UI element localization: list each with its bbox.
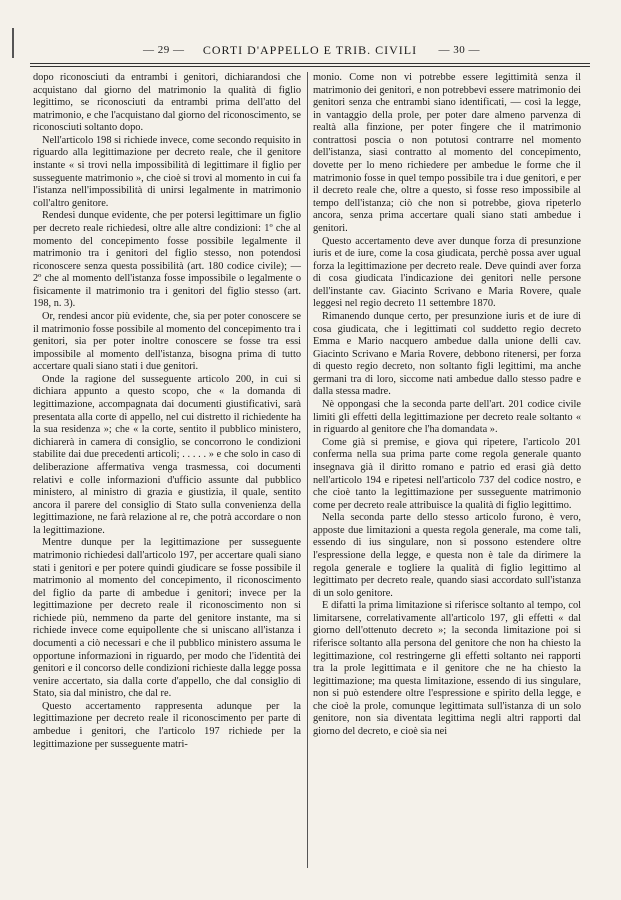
paragraph: Questo accertamento rappresenta adunque per la legittimazione per decreto reale il riconoscimento per parte di ambedue i genitori, che l'articolo 197 richiede per la legittimazione per susseguente matri- <box>33 700 301 750</box>
paragraph: Nè oppongasi che la seconda parte dell'art. 201 codice civile limiti gli effetti della legittimazione per decreto reale soltanto « in riguardo al genitore che l'ha domandata ». <box>313 399 581 436</box>
paragraph: Nella seconda parte dello stesso articolo furono, è vero, apposte due limitazioni a questa regola generale, ma come tali, essendo di ius singulare, non si possono estendere oltre l'espressione della legge, e questa non è tale da dirimere la regola generale e togliere la qualità di figlio legittimo al legittimato per decreto reale, quando siasi accordato sull'istanza di un solo genitore. <box>313 512 581 599</box>
paragraph: dopo riconosciuti da entrambi i genitori, dichiarandosi che acquistano dal giorno del matrimonio la qualità di figlio legittimo, se riconosciuti da entrambi prima dell'atto del matrimonio, e che l'acquistano dal giorno del riconoscimento, se riconosciuti soltanto dopo. <box>33 72 301 134</box>
margin-mark <box>12 28 14 58</box>
paragraph: Come già si premise, e giova qui ripetere, l'articolo 201 conferma nella sua prima parte come regola generale quanto insegnava già il diritto romano e patrio ed erasi già detto nell'articolo 194 e ripetesi nell'articolo 737 del codice nostro, e che cioè tanto la legittimazione per susseguente matrimonio come per decreto reale attribuisce la qualità di figlio legittimo. <box>313 436 581 511</box>
paragraph: Rimanendo dunque certo, per presunzione iuris et de iure di cosa giudicata, che i legittimati col suddetto regio decreto Emma e Mario nacquero ambedue dalla unione delli cav. Giacinto Scrivano e Maria Rovere, debbono ritenersi, per forza di questo regio decreto, non soltanto figli legittimi, ma anche germani tra di loro, siccome nati ambedue dallo stesso padre e dalla stessa madre. <box>313 310 581 398</box>
right-page-number: — 30 — <box>438 44 480 56</box>
paragraph: Onde la ragione del susseguente articolo 200, in cui si dichiara appunto a questo scopo, che « la domanda di legittimazione, accompagnata dai documenti giustificativi, sarà presentata alla corte di appello, nel cui distretto il richiedente ha la sua residenza »; che « la corte, sentito il pubblico ministero, dichiarerà in camera di consiglio, se concorrono le condizioni stabilite dai due precedenti articoli; . . . . . » e che solo in caso di deliberazione affermativa venga trasmessa, coi documenti relativi e colle informazioni d'ufficio assunte dal pubblico ministero, al ministro di grazia e giustizia, il quale, sentito ancora il parere del consiglio di Stato sulla convenienza della legittimazione, ne farà relazione al re, che potrà accordare o non la legittimazione. <box>33 373 301 536</box>
column-divider <box>307 72 308 868</box>
paragraph: Mentre dunque per la legittimazione per susseguente matrimonio richiedesi dall'articolo 197, per accertare quali siano stati i genitori e per potere quindi giudicare se fosse possibile il matrimonio al momento del concepimento, il riconoscimento del figlio da parte di ambedue i genitori; invece per la legittimazione per decreto reale il riconoscimento non si richiede più, nemmeno da parte del genitore instante, ma si richiede invece come equipollente che si uniscano all'istanza i documenti a ciò necessari e che il pubblico ministero assuma le opportune informazioni in riguardo, per modo che l'identità dei genitori e il concorso delle condizioni richieste dalla legge possa venire accertato, sia dalla corte d'appello, che dal consiglio di Stato, sia dal ministro, che dal re. <box>33 537 301 700</box>
left-column <box>33 72 301 751</box>
header-rule <box>30 66 590 67</box>
paragraph: Rendesi dunque evidente, che per potersi legittimare un figlio per decreto reale richiedesi, oltre alle altre condizioni: 1º che al momento del concepimento fosse possibile legalmente il matrimonio tra i genitori del figlio stesso, non potendosi riconoscere senza questa possibilità (art. 180 codice civile); — 2º che al momento dell'istanza fosse impossibile o legalmente o fisicamente il matrimonio tra i genitori del figlio stesso (art. 198, n. 3). <box>33 210 301 310</box>
paragraph: E difatti la prima limitazione si riferisce soltanto al tempo, col limitarsene, correlativamente all'articolo 197, gli effetti « dal giorno dell'ottenuto decreto »; la seconda limitazione poi si riferisce soltanto alla persona del genitore che non ha chiesto la legittimazione, col restringerne gli effetti soltanto nei rapporti tra la prole legittimata e il genitore che ne ha chiesto la legittimazione; ma questa limitazione, essendo di ius singulare, non si può estendere oltre l'espressione e spirito della legge, e che cioè la prole, comunque legittimata sull'istanza di un solo genitore, non sia diventata legittima negli altri rapporti dal giorno del decreto, e cioè sia nei <box>313 600 581 738</box>
right-column <box>313 72 581 739</box>
paragraph: monio. Come non vi potrebbe essere legittimità senza il matrimonio dei genitori, e non potrebbevi essere matrimonio dei genitori senza che entrambi siano identificati, — così la legge, in vantaggio della prole, per poter dare almeno parvenza di realtà alla finzione, per poter fingere che il matrimonio contrattosi poscia o non potutosi contrarre nel momento dell'istanza, siasi contratto al momento del concepimento, dovette per lo meno richiedere per ambedue le forme che il matrimonio fosse in quel tempo possibile tra i due genitori, e per il decreto reale che, oltre a questo, si fosse reso impossibile al tempo dell'istanza; ciò che non si potrebbe, giova ripeterlo ancora, senza prima accertare quali siano stati ambedue i genitori. <box>313 72 581 234</box>
page-header <box>30 42 590 62</box>
paragraph: Or, rendesi ancor più evidente, che, sia per poter conoscere se il matrimonio fosse possibile al momento del concepimento tra i genitori, sia per poter inoltre conoscere se fosse tra essi impossibile al momento dell'istanza, bisogna prima di tutto accertare quali siano stati i due genitori. <box>33 310 301 373</box>
header-rule <box>30 63 590 64</box>
paragraph: Nell'articolo 198 si richiede invece, come secondo requisito in riguardo alla legittimazione per decreto reale, che il genitore instante « si trovi nella impossibilità di legittimare il figlio per susseguente matrimonio », che cioè si trovi al momento in cui fa l'istanza nell'impossibilità di unirsi legalmente in matrimonio coll'altro genitore. <box>33 134 301 209</box>
left-page-number: — 29 — <box>143 44 185 56</box>
paragraph: Questo accertamento deve aver dunque forza di presunzione iuris et de iure, come la cosa giudicata, perchè possa aver ugual forza la legittimazione per decreto reale. Deve quindi aver forza di cosa giudicata l'indicazione dei genitori nelle persone dell'instante cav. Giacinto Scrivano e Maria Rovere, quale leggesi nel regio decreto 11 settembre 1870. <box>313 235 581 310</box>
running-title: CORTI D'APPELLO E TRIB. CIVILI <box>202 43 418 57</box>
